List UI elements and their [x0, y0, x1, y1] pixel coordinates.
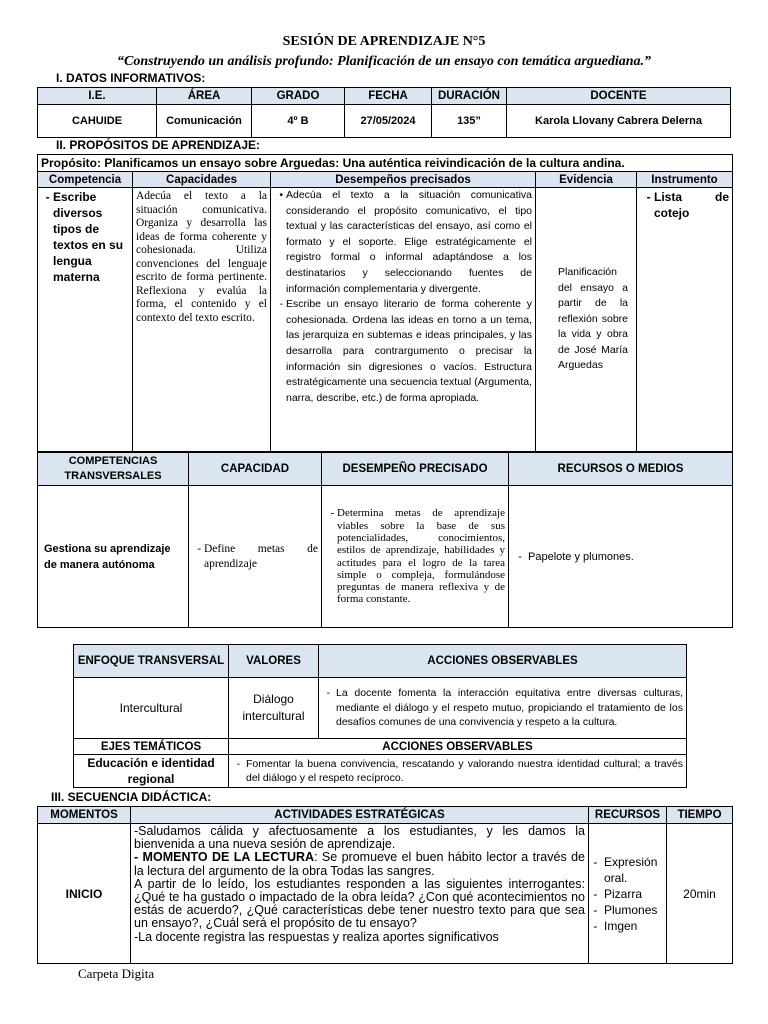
actividad-interrogantes: A partir de lo leído, los estudiantes responden a las siguientes interrogantes: ¿Qué te ha gustado o impactado de la obra leída? ¿Con qué acontecimientos no estás de acuerdo?, ¿Qué características debe tener nuestro texto para que sea un ensayo?, ¿Cuál será el propósito de tu ensayo? [134, 876, 585, 931]
desempenos-cell [271, 188, 536, 452]
competencia-transversal-text: Gestiona su aprendizaje de manera autónoma [38, 486, 189, 628]
momento-inicio: INICIO [38, 824, 131, 964]
momento-lectura-label: - MOMENTO DE LA LECTURA [134, 850, 315, 865]
enfoque-content-row [74, 678, 687, 739]
header-competencias-transversales: COMPETENCIAS TRANSVERSALES [38, 453, 189, 486]
value-grado: 4º B [252, 105, 345, 138]
datos-value-row [38, 105, 731, 138]
header-recursos: RECURSOS [589, 807, 667, 824]
header-fecha: FECHA [345, 88, 432, 105]
recurso-item: - Pizarra [604, 886, 663, 902]
tiempo-inicio: 20min [667, 824, 733, 964]
header-actividades: ACTIVIDADES ESTRATÉGICAS [131, 807, 589, 824]
value-area: Comunicación [157, 105, 252, 138]
recursos-text: - Papelote y plumones. [528, 551, 729, 563]
recursos-cell [509, 486, 733, 628]
header-docente: DOCENTE [507, 88, 731, 105]
eje-text: Educación e identidad regional [74, 755, 229, 788]
ejes-content-row [74, 755, 687, 788]
secuencia-header-row [38, 807, 733, 824]
header-ejes: EJES TEMÁTICOS [74, 739, 229, 755]
header-desempenos: Desempeños precisados [271, 172, 536, 188]
header-competencia: Competencia [38, 172, 133, 188]
header-momentos: MOMENTOS [38, 807, 131, 824]
section-heading-datos: I. DATOS INFORMATIVOS: [56, 71, 206, 85]
header-enfoque: ENFOQUE TRANSVERSAL [74, 645, 229, 678]
header-capacidad: CAPACIDAD [189, 453, 322, 486]
competencia-text: - Escribe diversos tipos de textos en su lengua materna [53, 189, 129, 285]
valor-text: Diálogo intercultural [229, 678, 319, 739]
recurso-item: - Plumones [604, 902, 663, 918]
value-duracion: 135” [432, 105, 507, 138]
header-desempeno-precisado: DESEMPEÑO PRECISADO [322, 453, 509, 486]
transversal-content-row [38, 486, 733, 628]
instrumento-cell [637, 188, 733, 452]
actividad-lectura [134, 851, 585, 877]
enfoque-accion-cell [319, 678, 687, 739]
eje-accion-text: - Fomentar la buena convivencia, rescatando y valorando nuestra identidad cultural; a través del diálogo y el respeto recíproco. [246, 757, 683, 786]
actividad-saludo: -Saludamos cálida y afectuosamente a los estudiantes, y les damos la bienvenida a una nueva sesión de aprendizaje. [134, 824, 585, 852]
datos-header-row [38, 88, 731, 105]
competencia-cell [38, 188, 133, 452]
header-capacidades: Capacidades [133, 172, 271, 188]
desempeno-item: • Adecúa el texto a la situación comunicativa considerando el propósito comunicativo, el tipo textual y las características del ensayo, así como el formato y el soporte. Elige estratégicamente el registro formal o informal adaptándose a los destinatarios y seleccionando fuentes de información complementaria y divergente. [286, 188, 532, 297]
propositos-table [37, 154, 733, 452]
desempeno-precisado-cell [322, 486, 509, 628]
header-instrumento: Instrumento [637, 172, 733, 188]
transversal-header-row [38, 453, 733, 486]
value-fecha: 27/05/2024 [345, 105, 432, 138]
value-ie: CAHUIDE [38, 105, 157, 138]
propositos-header-row [38, 172, 733, 188]
enfoque-table [73, 644, 687, 788]
capacidades-text: Adecúa el texto a la situación comunicativa. Organiza y desarrolla las ideas de forma coherente y cohesionada. Utiliza convenciones del lenguaje escrito de forma pertinente. Reflexiona y evalúa la forma, el contenido y el contexto del texto escrito. [133, 188, 271, 452]
header-area: ÁREA [157, 88, 252, 105]
ejes-header-row [74, 739, 687, 755]
header-acciones: ACCIONES OBSERVABLES [319, 645, 687, 678]
footer-text: Carpeta Digita [78, 966, 155, 981]
purpose-text: Propósito: Planificamos un ensayo sobre Arguedas: Una auténtica reivindicación de la cultura andina. [38, 155, 733, 172]
capacidad-cell [189, 486, 322, 628]
desempeno-precisado-text: - Determina metas de aprendizaje viables sobre la base de sus potencialidades, conocimientos, estilos de aprendizaje, habilidades y actitudes para el logro de la tarea simple o compleja, formulándose preguntas de manera reflexiva y de forma constante. [337, 507, 505, 605]
actividades-cell [131, 824, 589, 964]
header-grado: GRADO [252, 88, 345, 105]
actividad-registro: -La docente registra las respuestas y realiza aportes significativos [134, 929, 499, 944]
purpose-row [38, 155, 733, 172]
header-ie: I.E. [38, 88, 157, 105]
capacidad-text: - Define metas de aprendizaje [204, 542, 318, 572]
instrumento-text: - Lista de cotejo [654, 189, 729, 221]
header-tiempo: TIEMPO [667, 807, 733, 824]
header-duracion: DURACIÓN [432, 88, 507, 105]
header-evidencia: Evidencia [536, 172, 637, 188]
session-subtitle: “Construyendo un análisis profundo: Planificación de un ensayo con temática arguediana.” [116, 54, 651, 69]
recursos-inicio-cell [589, 824, 667, 964]
recurso-item: - Imgen [604, 918, 663, 934]
desempeno-item: - Escribe un ensayo literario de forma coherente y cohesionada. Ordena las ideas en torno a un tema, las jerarquiza en subtemas e ideas principales, y las desarrolla para contrargumento o precisar la información sin digresiones o vacíos. Estructura estratégicamente una secuencia textual (Argumenta, narra, describe, etc.) de forma apropiada. [286, 297, 532, 406]
header-acciones-ejes: ACCIONES OBSERVABLES [229, 739, 687, 755]
session-title: SESIÓN DE APRENDIZAJE N°5 [282, 34, 486, 49]
enfoque-accion-text: - La docente fomenta la interacción equitativa entre diversas culturas, mediante el diálogo y el respeto mutuo, propiciando el tratamiento de los desafíos comunes de una convivencia y respeto a la cultura. [336, 686, 683, 730]
recurso-item: - Expresión oral. [604, 854, 663, 886]
value-docente: Karola Llovany Cabrera Delerna [507, 105, 731, 138]
header-valores: VALORES [229, 645, 319, 678]
propositos-content-row [38, 188, 733, 452]
momento-lectura-text: : Se promueve el buen hábito lector a través de la lectura del argumento de la obra Todas las sangres. [134, 850, 585, 878]
secuencia-table [37, 806, 733, 964]
inicio-row [38, 824, 733, 964]
eje-accion-cell [229, 755, 687, 788]
evidencia-text: Planificación del ensayo a partir de la reflexión sobre la vida y obra de José María Arguedas [536, 188, 637, 452]
enfoque-header-row [74, 645, 687, 678]
section-heading-secuencia: III. SECUENCIA DIDÁCTICA: [51, 790, 212, 804]
header-recursos-medios: RECURSOS O MEDIOS [509, 453, 733, 486]
datos-table [37, 87, 731, 138]
section-heading-propositos: II. PROPÓSITOS DE APRENDIZAJE: [56, 138, 261, 152]
enfoque-text: Intercultural [74, 678, 229, 739]
transversal-table [37, 452, 733, 628]
